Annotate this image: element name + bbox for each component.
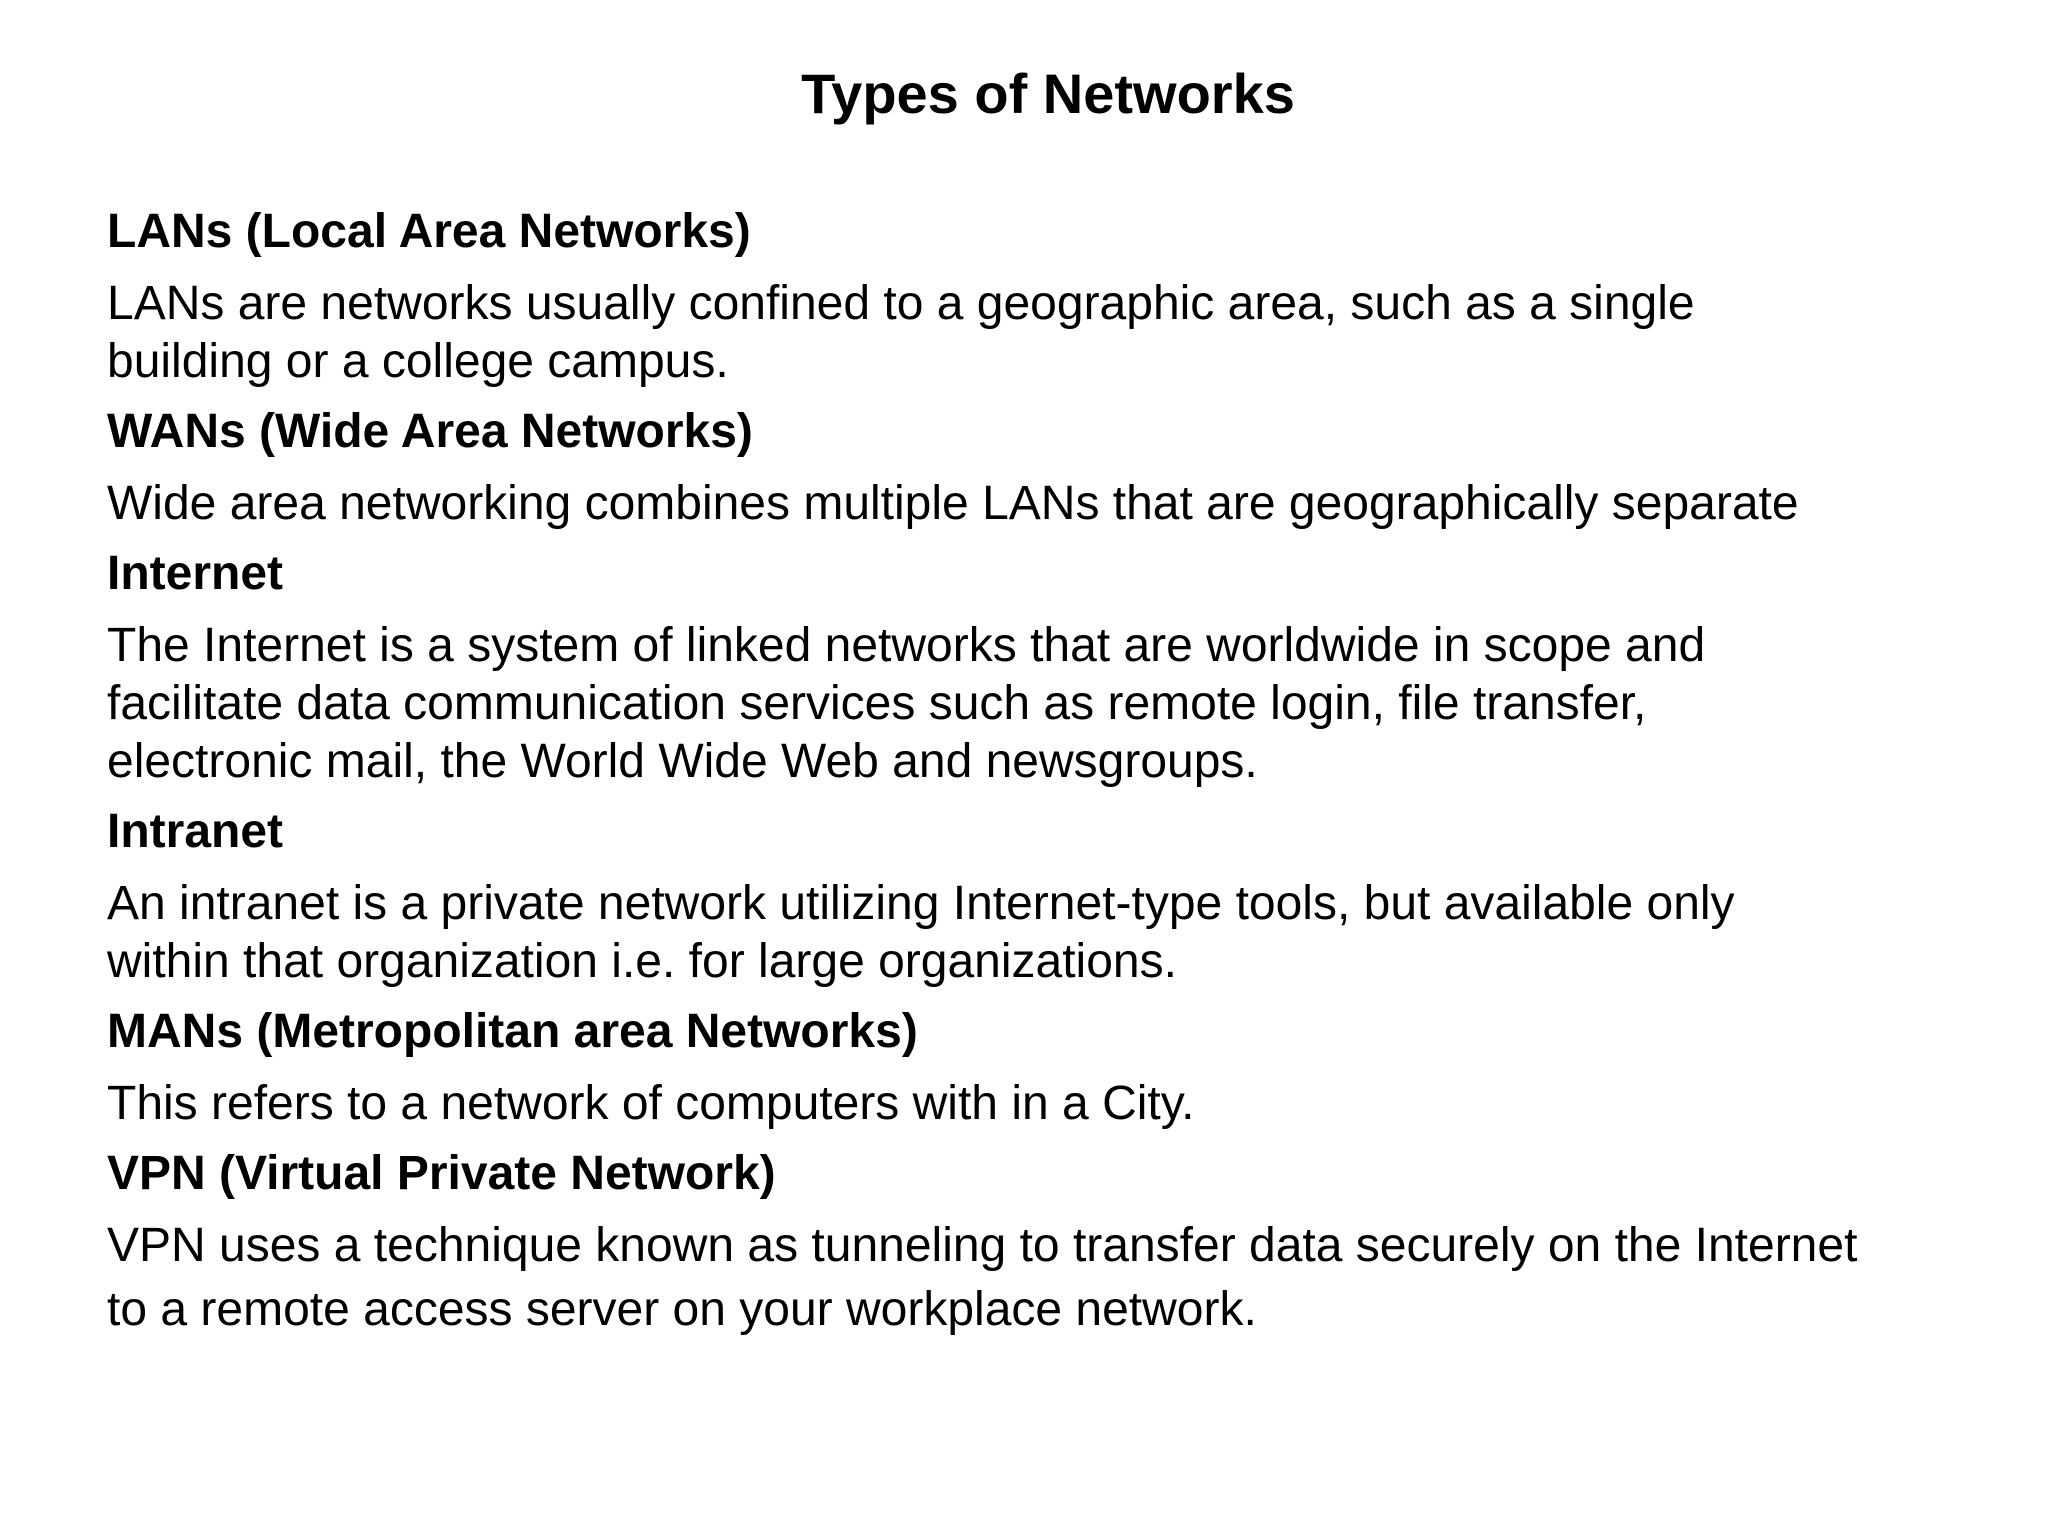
page-title: Types of Networks [801,62,1295,125]
section-body [107,475,2027,533]
section-heading: WANs (Wide Area Networks) [107,405,753,458]
section-body [107,1075,2027,1133]
section-internet [107,545,2027,791]
body-line: Wide area networking combines multiple LANs that are geographically separate [107,477,1799,530]
section-wans [107,403,2027,533]
section-body [107,875,2027,991]
body-line: electronic mail, the World Wide Web and newsgroups. [107,735,1258,788]
content-area [107,203,2027,1342]
section-heading: MANs (Metropolitan area Networks) [107,1005,918,1058]
section-heading: Internet [107,547,284,600]
body-line: An intranet is a private network utilizing Internet-type tools, but available only [107,877,1735,930]
section-heading: VPN (Virtual Private Network) [107,1147,776,1200]
section-heading: Intranet [107,805,284,858]
body-line: facilitate data communication services such as remote login, file transfer, [107,677,1647,730]
body-line: building or a college campus. [107,335,729,388]
section-intranet [107,803,2027,991]
body-line: This refers to a network of computers with in a City. [107,1077,1195,1130]
body-line: LANs are networks usually confined to a geographic area, such as a single [107,277,1695,330]
body-line: The Internet is a system of linked networks that are worldwide in scope and [107,619,1706,672]
section-heading: LANs (Local Area Networks) [107,205,751,258]
section-mans [107,1003,2027,1133]
body-line: to a remote access server on your workplace network. [107,1283,1257,1336]
section-lans [107,203,2027,391]
section-body [107,617,2027,791]
body-line: VPN uses a technique known as tunneling to transfer data securely on the Internet [107,1219,1858,1272]
section-vpn [107,1145,2027,1342]
section-body [107,1214,2027,1342]
section-body [107,275,2027,391]
body-line: within that organization i.e. for large organizations. [107,935,1177,988]
